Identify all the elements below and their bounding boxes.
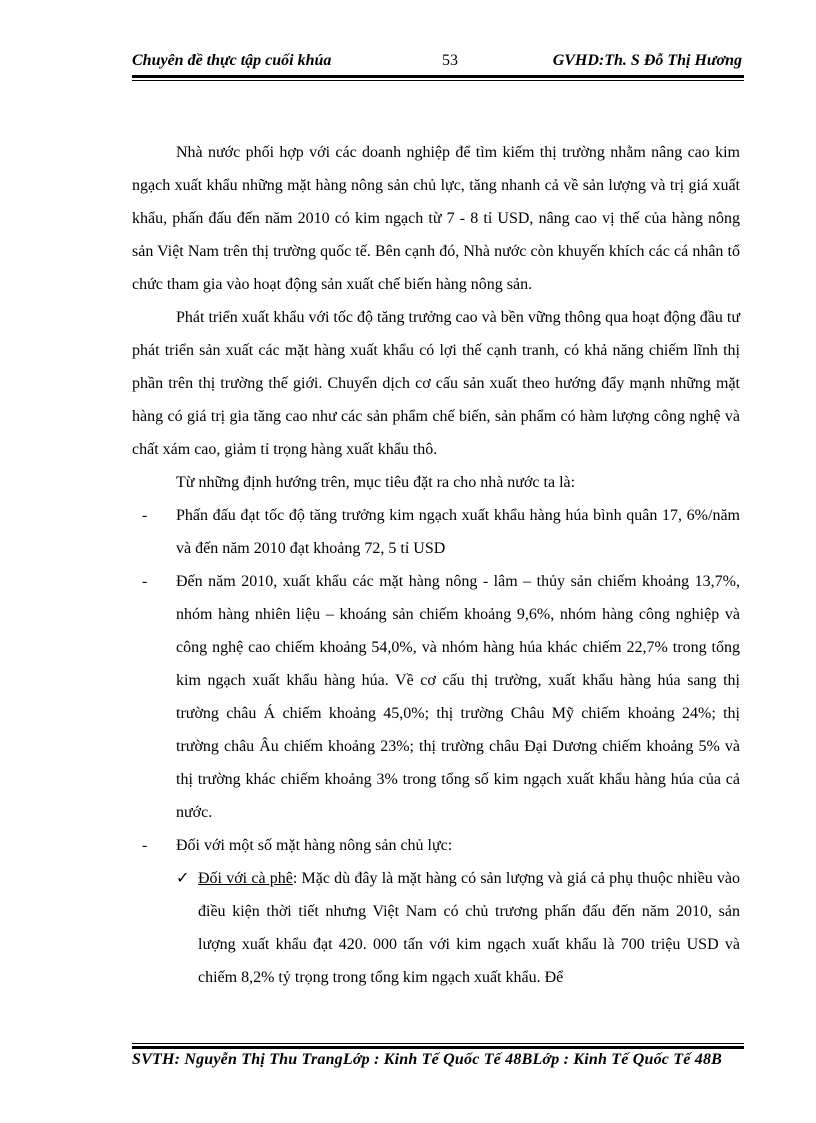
- paragraph-1: Nhà nước phối hợp với các doanh nghiệp để tìm kiếm thị trường nhằm nâng cao kim ngạch xuất khẩu những mặt hàng nông sản chủ lực, tăng nhanh cả về sản lượng và trị giá xuất khẩu, phấn đấu đến năm 2010 có kim ngạch từ 7 - 8 tỉ USD, nâng cao vị thế của hàng nông sản Việt Nam trên thị trường quốc tế. Bên cạnh đó, Nhà nước còn khuyến khích các cá nhân tổ chức tham gia vào hoạt động sản xuất chế biến hàng nông sản.: [132, 144, 740, 293]
- dash-bullet: -: [142, 507, 148, 524]
- dash-bullet: -: [142, 573, 148, 590]
- header-advisor: GVHD:Th. S Đỗ Thị Hương: [552, 52, 742, 69]
- check-list-item: [132, 862, 740, 994]
- footer-divider: [132, 1043, 744, 1049]
- checkmark-icon: ✓: [176, 870, 190, 887]
- document-body: [132, 136, 740, 994]
- check-item-title: Đối với cà phê: [198, 870, 293, 887]
- dash-bullet: -: [142, 837, 148, 854]
- list-item: [132, 565, 740, 829]
- bullet-2-text: Đến năm 2010, xuất khẩu các mặt hàng nông - lâm – thủy sản chiếm khoảng 13,7%, nhóm hàng nhiên liệu – khoáng sản chiếm khoảng 9,6%, nhóm hàng công nghiệp và công nghệ cao chiếm khoảng 54,0%, và nhóm hàng húa khác chiếm 22,7% trong tổng kim ngạch xuất khẩu hàng húa. Về cơ cấu thị trường, xuất khẩu hàng húa sang thị trường châu Á chiếm khoảng 45,0%; thị trường Châu Mỹ chiếm khoảng 24%; thị trường châu Âu chiếm khoảng 23%; thị trường châu Đại Dương chiếm khoảng 5% và thị trường khác chiếm khoảng 3% trong tổng số kim ngạch xuất khẩu hàng húa của cả nước.: [176, 573, 740, 821]
- bullet-1-text: Phấn đấu đạt tốc độ tăng trưởng kim ngạch xuất khẩu hàng húa bình quân 17, 6%/năm và đến năm 2010 đạt khoảng 72, 5 tỉ USD: [176, 507, 740, 557]
- page-header: [132, 50, 742, 74]
- header-divider: [132, 75, 744, 81]
- check-item-text: : Mặc dù đây là mặt hàng có sản lượng và giá cả phụ thuộc nhiều vào điều kiện thời tiết nhưng Việt Nam có chủ trương phấn đấu đến năm 2010, sản lượng xuất khẩu đạt 420. 000 tấn với kim ngạch xuất khẩu là 700 triệu USD và chiếm 8,2% tỷ trọng trong tổng kim ngạch xuất khẩu. Để: [198, 870, 741, 986]
- list-item: [132, 499, 740, 565]
- paragraph-3: Từ những định hướng trên, mục tiêu đặt ra cho nhà nước ta là:: [176, 474, 576, 491]
- page-number: 53: [442, 52, 458, 69]
- page-footer: SVTH: Nguyễn Thị Thu TrangLớp : Kinh Tế Quốc Tế 48BLớp : Kinh Tế Quốc Tế 48B: [132, 1051, 723, 1068]
- bullet-3-text: Đối với một số mặt hàng nông sản chủ lực:: [176, 837, 453, 854]
- header-title: Chuyên đề thực tập cuối khúa: [132, 52, 332, 69]
- list-item: [132, 829, 740, 862]
- paragraph-2: Phát triển xuất khẩu với tốc độ tăng trưởng cao và bền vững thông qua hoạt động đầu tư phát triển sản xuất các mặt hàng xuất khẩu có lợi thế cạnh tranh, có khả năng chiếm lĩnh thị phần trên thị trường thế giới. Chuyển dịch cơ cấu sản xuất theo hướng đẩy mạnh những mặt hàng có giá trị gia tăng cao như các sản phẩm chế biến, sản phẩm có hàm lượng công nghệ và chất xám cao, giảm tỉ trọng hàng xuất khẩu thô.: [132, 309, 740, 458]
